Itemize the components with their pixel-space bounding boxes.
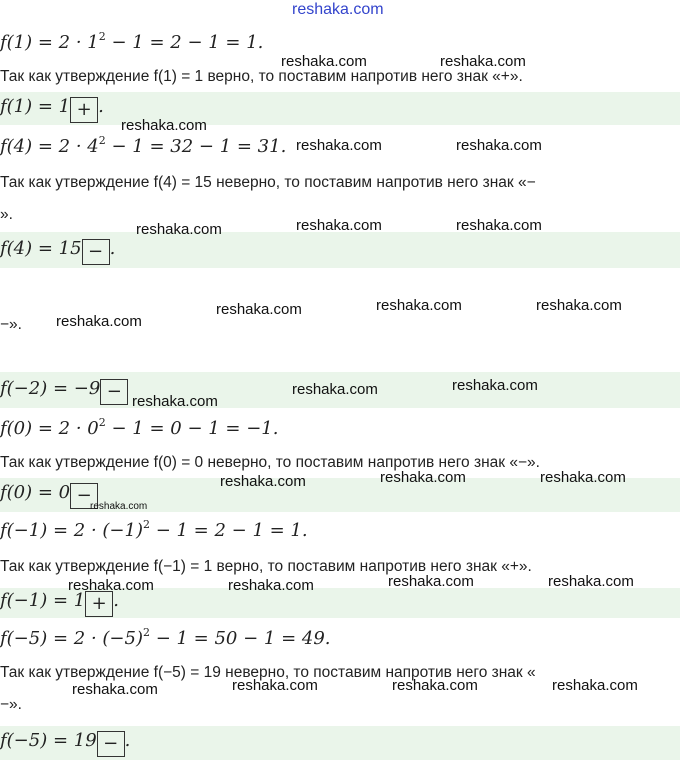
clipped-equation-fragment [0,258,340,270]
exponent: 2 [98,416,106,429]
answer-lhs: f(−5) = 19 [0,730,97,751]
equation-f-1 [0,518,308,541]
equation-text: − 1 = 32 − 1 = 31. [105,136,287,157]
sign-box: + [85,591,113,617]
watermark: reshaka.com [376,297,462,314]
exponent: 2 [98,134,106,147]
watermark: reshaka.com [296,217,382,234]
answer-f0 [0,482,98,509]
watermark: reshaka.com [68,577,154,594]
equation-text: f(0) = 2 · 0 [0,418,99,439]
watermark: reshaka.com [90,501,148,512]
watermark: reshaka.com [292,381,378,398]
watermark: reshaka.com [56,313,142,330]
equation-f4 [0,134,286,157]
watermark: reshaka.com [440,53,526,70]
period: . [113,590,119,611]
statement-f4: Так как утверждение f(4) = 15 неверно, то поставим напротив него знак «− [0,174,536,191]
answer-lhs: f(1) = 1 [0,96,71,117]
equation-text: f(1) = 2 · 1 [0,32,99,53]
watermark: reshaka.com [220,473,306,490]
watermark: reshaka.com [216,301,302,318]
watermark: reshaka.com [452,377,538,394]
watermark: reshaka.com [228,577,314,594]
answer-lhs: f(−1) = 1 [0,590,86,611]
watermark: reshaka.com [536,297,622,314]
period: . [98,96,104,117]
watermark: reshaka.com [380,469,466,486]
watermark: reshaka.com [296,137,382,154]
equation-text: f(−5) = 2 · (−5) [0,628,143,649]
watermark: reshaka.com [456,137,542,154]
watermark[interactable]: reshaka.com [292,1,384,18]
answer-f-5 [0,730,130,757]
watermark: reshaka.com [132,393,218,410]
watermark: reshaka.com [456,217,542,234]
statement-f4-cont: ». [0,206,13,223]
sign-box: − [97,731,125,757]
equation-f1 [0,30,263,53]
watermark: reshaka.com [392,677,478,694]
answer-f-2 [0,378,128,405]
watermark: reshaka.com [232,677,318,694]
watermark: reshaka.com [72,681,158,698]
equation-text: f(4) = 2 · 4 [0,136,99,157]
sign-box: + [70,97,98,123]
equation-text: f(−1) = 2 · (−1) [0,520,143,541]
statement-f-2-cont: −». [0,316,22,333]
exponent: 2 [142,626,150,639]
watermark: reshaka.com [281,53,367,70]
answer-lhs: f(−2) = −9 [0,378,101,399]
sign-box: − [100,379,128,405]
answer-lhs: f(0) = 0 [0,482,71,503]
answer-f-1 [0,590,119,617]
equation-text: − 1 = 50 − 1 = 49. [149,628,331,649]
watermark: reshaka.com [540,469,626,486]
watermark: reshaka.com [136,221,222,238]
answer-lhs: f(4) = 15 [0,238,82,259]
equation-text: − 1 = 0 − 1 = −1. [105,418,279,439]
watermark: reshaka.com [388,573,474,590]
equation-text: − 1 = 2 − 1 = 1. [149,520,308,541]
exponent: 2 [142,518,150,531]
statement-f1: Так как утверждение f(1) = 1 верно, то поставим напротив него знак «+». [0,68,523,85]
watermark: reshaka.com [548,573,634,590]
statement-f0: Так как утверждение f(0) = 0 неверно, то поставим напротив него знак «−». [0,454,540,471]
watermark: reshaka.com [552,677,638,694]
equation-f-5 [0,626,331,649]
equation-text: − 1 = 2 − 1 = 1. [105,32,264,53]
period: . [124,730,131,751]
statement-f-1: Так как утверждение f(−1) = 1 верно, то поставим напротив него знак «+». [0,558,532,575]
statement-f-5: Так как утверждение f(−5) = 19 неверно, то поставим напротив него знак « [0,664,536,681]
answer-f1 [0,96,104,123]
sign-box: − [82,239,110,265]
period: . [109,238,116,259]
watermark: reshaka.com [121,117,207,134]
equation-f0 [0,416,278,439]
sign-box: − [70,483,98,509]
exponent: 2 [98,30,106,43]
statement-f-5-cont: −». [0,696,22,713]
